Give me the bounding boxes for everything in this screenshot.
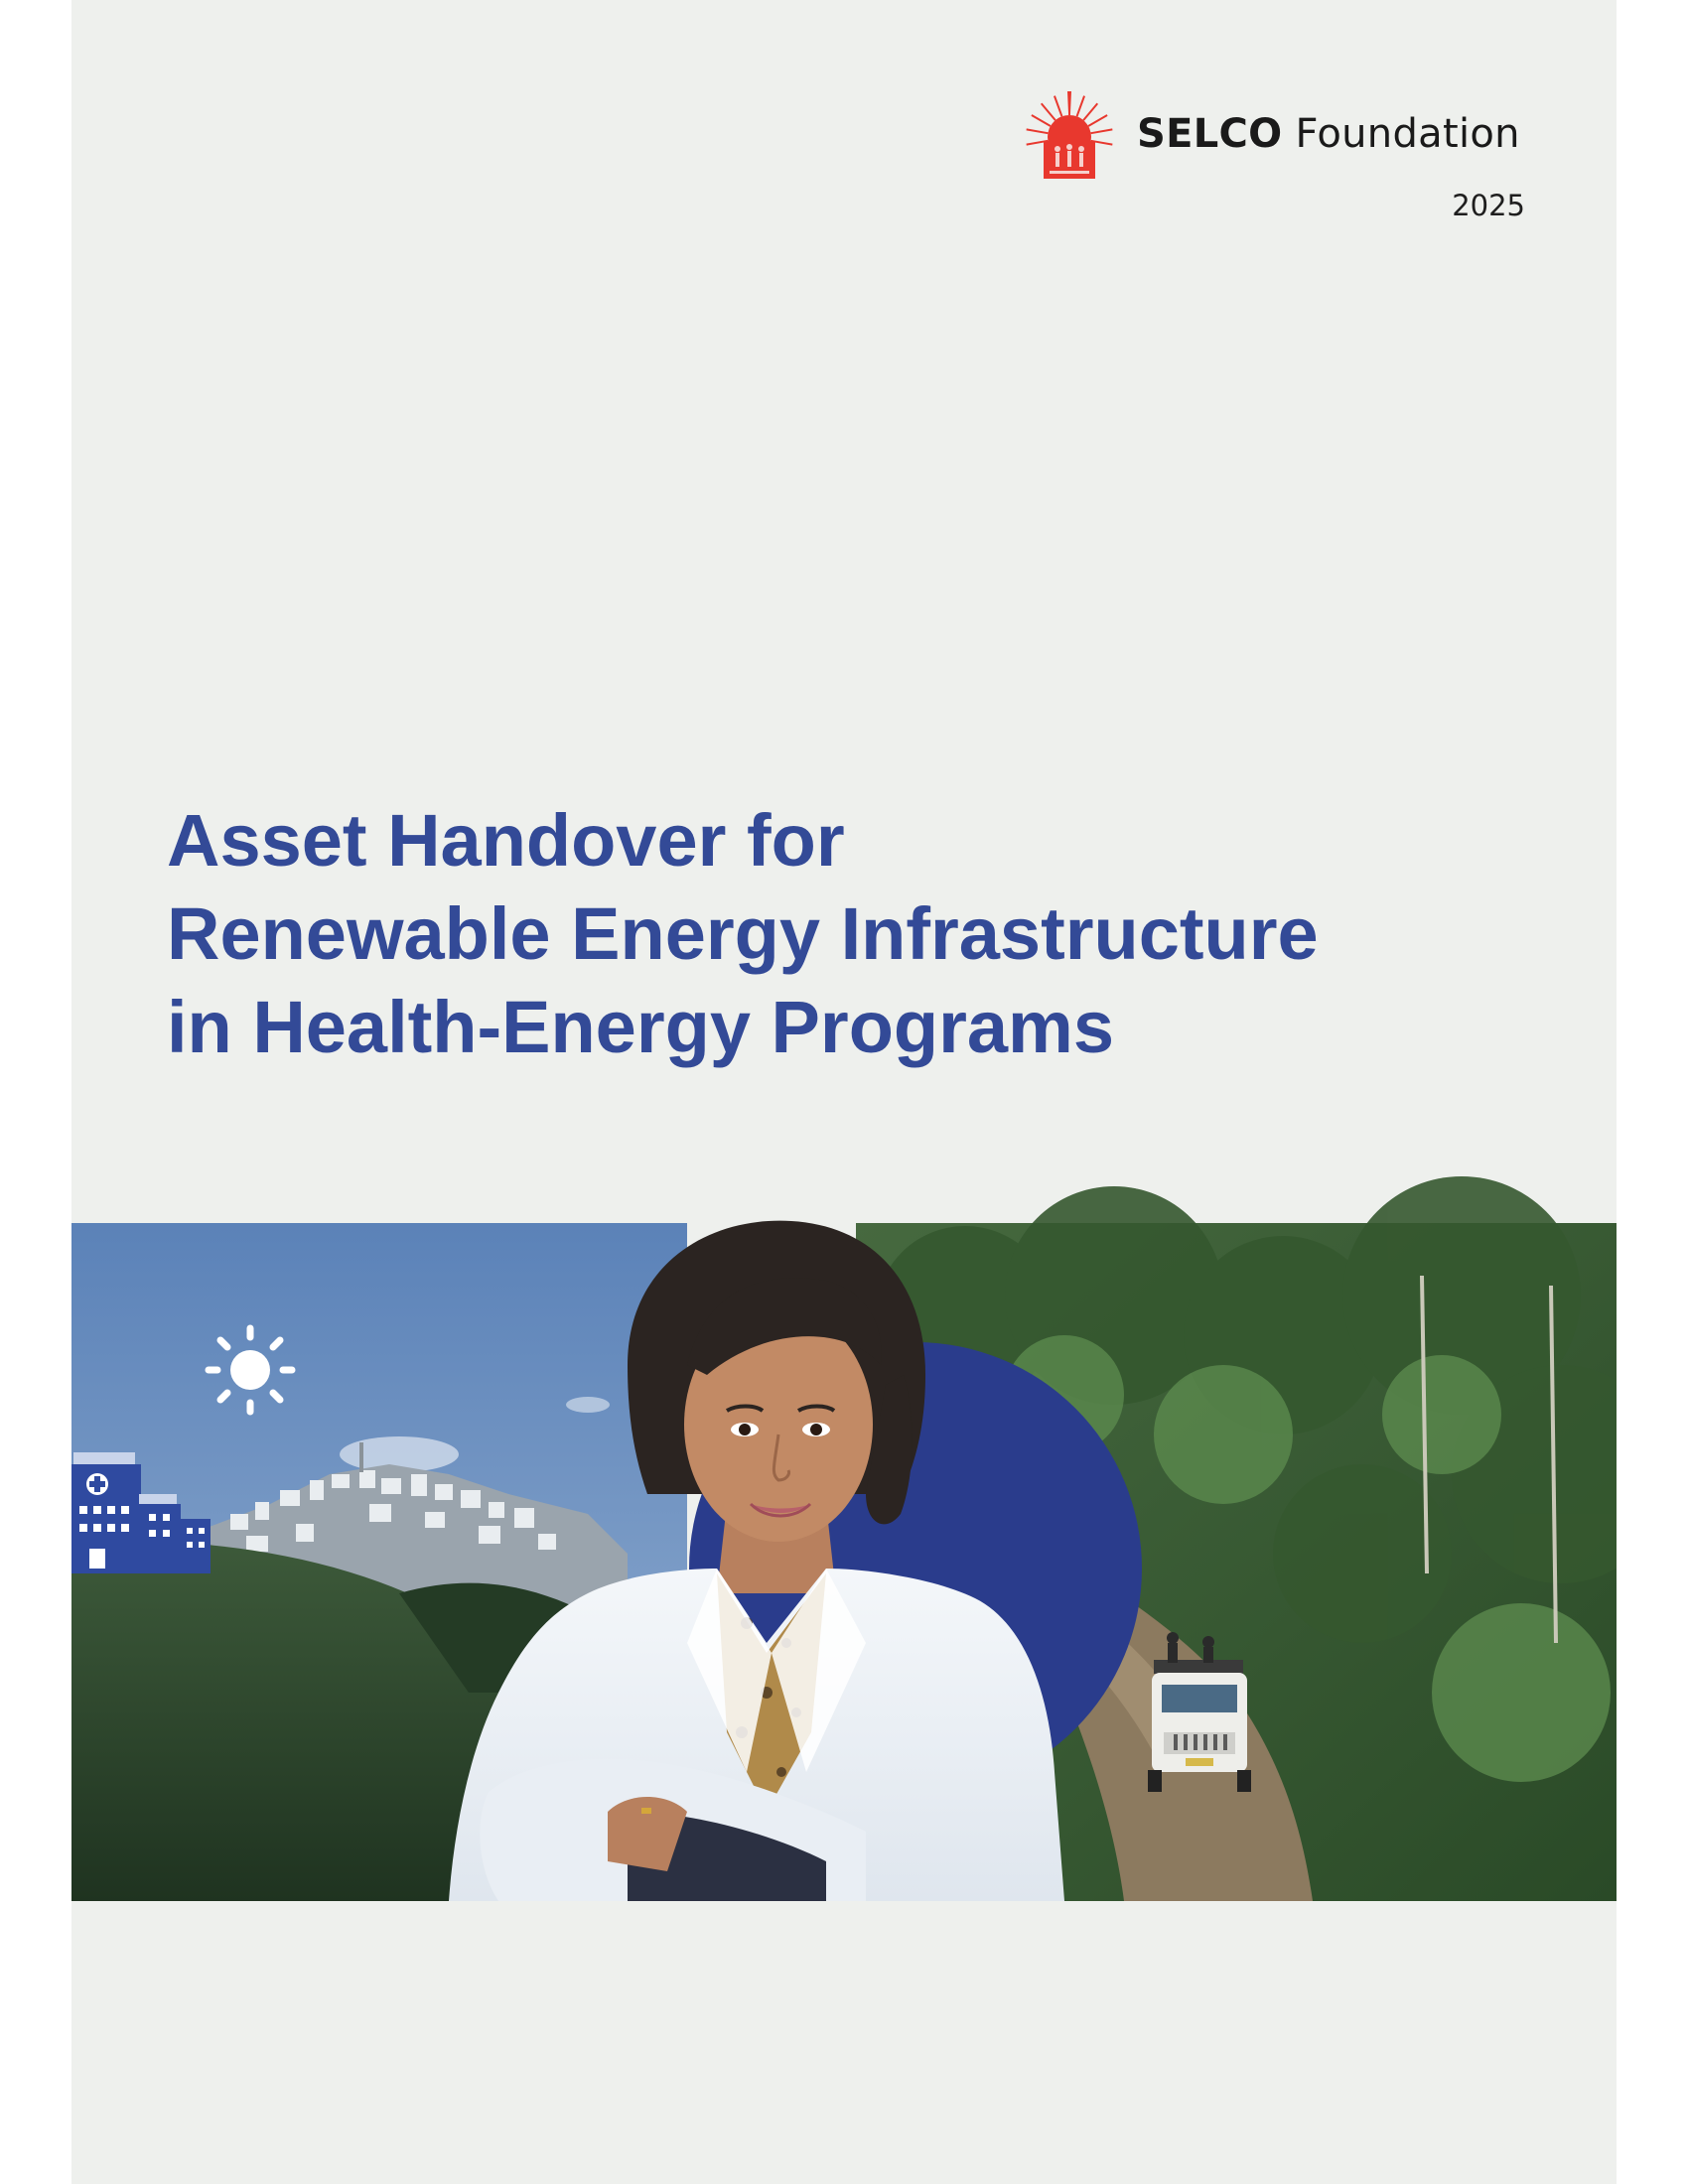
selco-foundation-logo: [1020, 87, 1596, 197]
title-line-1: Asset Handover for: [167, 799, 845, 882]
brand-name-bold: SELCO: [1137, 111, 1283, 157]
sun-with-people-logo-icon: [1020, 87, 1119, 187]
document-title: [167, 794, 1458, 1074]
cover-page: [71, 0, 1617, 2184]
brand-name-regular: Foundation: [1295, 111, 1520, 157]
title-line-2: Renewable Energy Infrastructure: [167, 892, 1319, 975]
title-line-3: in Health-Energy Programs: [167, 986, 1115, 1068]
cover-photo-banner: [71, 1176, 1617, 1901]
cover-illustration: [71, 1176, 1617, 1901]
brand-name: [1137, 111, 1520, 157]
publication-year: 2025: [1452, 189, 1525, 222]
